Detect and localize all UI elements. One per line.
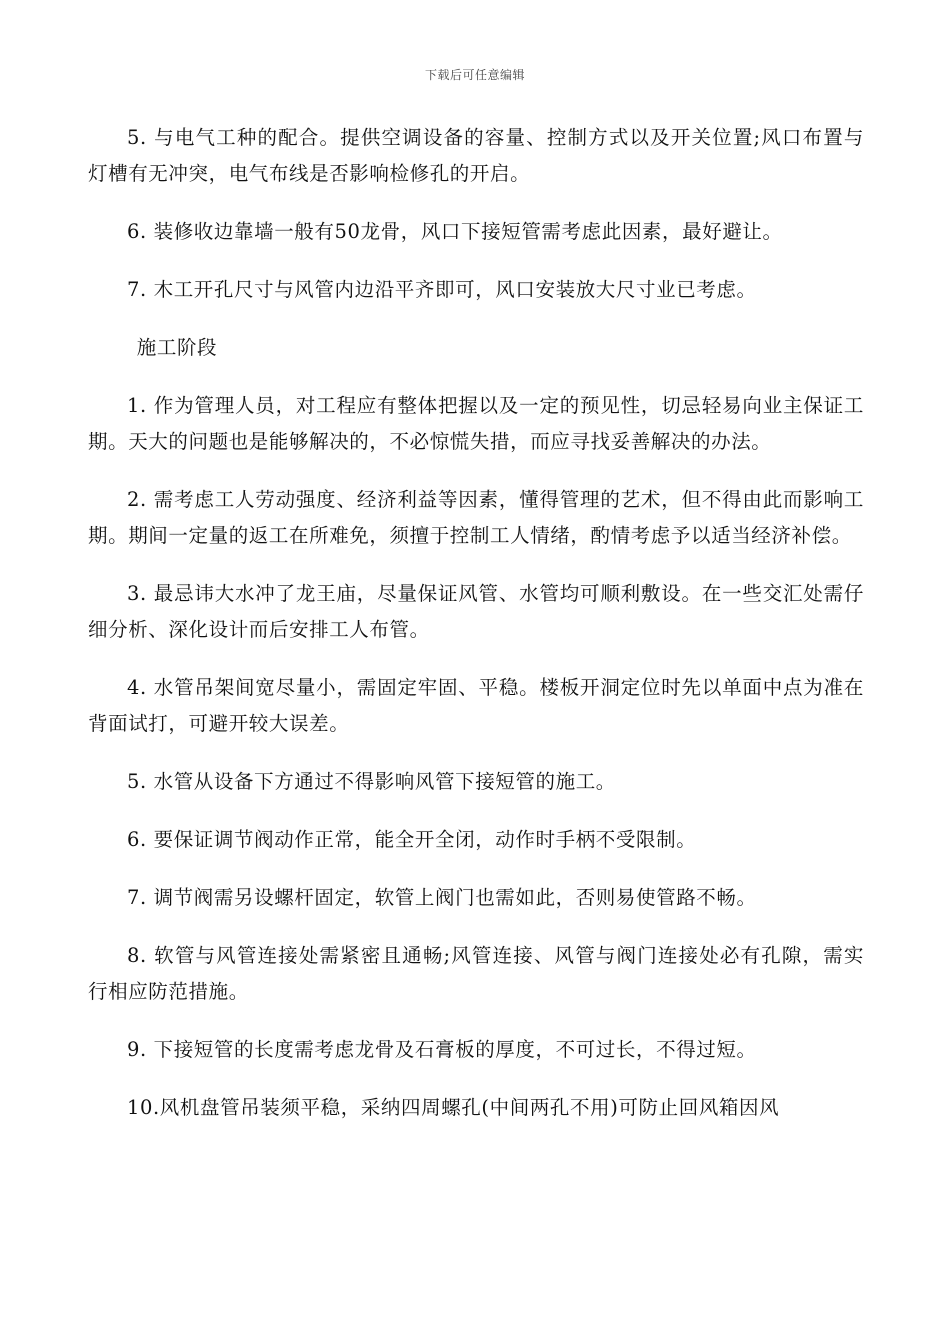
paragraph: 6. 装修收边靠墙一般有50龙骨，风口下接短管需考虑此因素，最好避让。 xyxy=(127,220,783,243)
paragraph: 5. 与电气工种的配合。提供空调设备的容量、控制方式以及开关位置;风口布置与灯槽有无冲突，电气布线是否影响检修孔的开启。 xyxy=(88,126,864,185)
paragraph: 5. 水管从设备下方通过不得影响风管下接短管的施工。 xyxy=(127,770,616,793)
page-header: 下载后可任意编辑 xyxy=(424,68,525,82)
paragraph: 2. 需考虑工人劳动强度、经济利益等因素，懂得管理的艺术，但不得由此而影响工期。期间一定量的返工在所难免，须擅于控制工人情绪，酌情考虑予以适当经济补偿。 xyxy=(88,488,864,547)
paragraph: 7. 木工开孔尺寸与风管内边沿平齐即可，风口安装放大尺寸业已考虑。 xyxy=(127,278,757,301)
paragraph: 3. 最忌讳大水冲了龙王庙，尽量保证风管、水管均可顺利敷设。在一些交汇处需仔细分析、深化设计而后安排工人布管。 xyxy=(88,582,864,641)
section-title: 施工阶段 xyxy=(136,336,218,359)
paragraph: 1. 作为管理人员，对工程应有整体把握以及一定的预见性，切忌轻易向业主保证工期。天大的问题也是能够解决的，不必惊慌失措，而应寻找妥善解决的办法。 xyxy=(88,394,864,453)
document-body xyxy=(88,120,864,1148)
paragraph: 10.风机盘管吊装须平稳，采纳四周螺孔(中间两孔不用)可防止回风箱因风 xyxy=(127,1096,780,1119)
paragraph: 7. 调节阀需另设螺杆固定，软管上阀门也需如此，否则易使管路不畅。 xyxy=(127,886,757,909)
paragraph: 9. 下接短管的长度需考虑龙骨及石膏板的厚度，不可过长，不得过短。 xyxy=(127,1038,757,1061)
paragraph: 6. 要保证调节阀动作正常，能全开全闭，动作时手柄不受限制。 xyxy=(127,828,697,851)
paragraph: 4. 水管吊架间宽尽量小，需固定牢固、平稳。楼板开洞定位时先以单面中点为准在背面试打，可避开较大误差。 xyxy=(88,676,864,735)
paragraph: 8. 软管与风管连接处需紧密且通畅;风管连接、风管与阀门连接处必有孔隙，需实行相应防范措施。 xyxy=(88,944,864,1003)
